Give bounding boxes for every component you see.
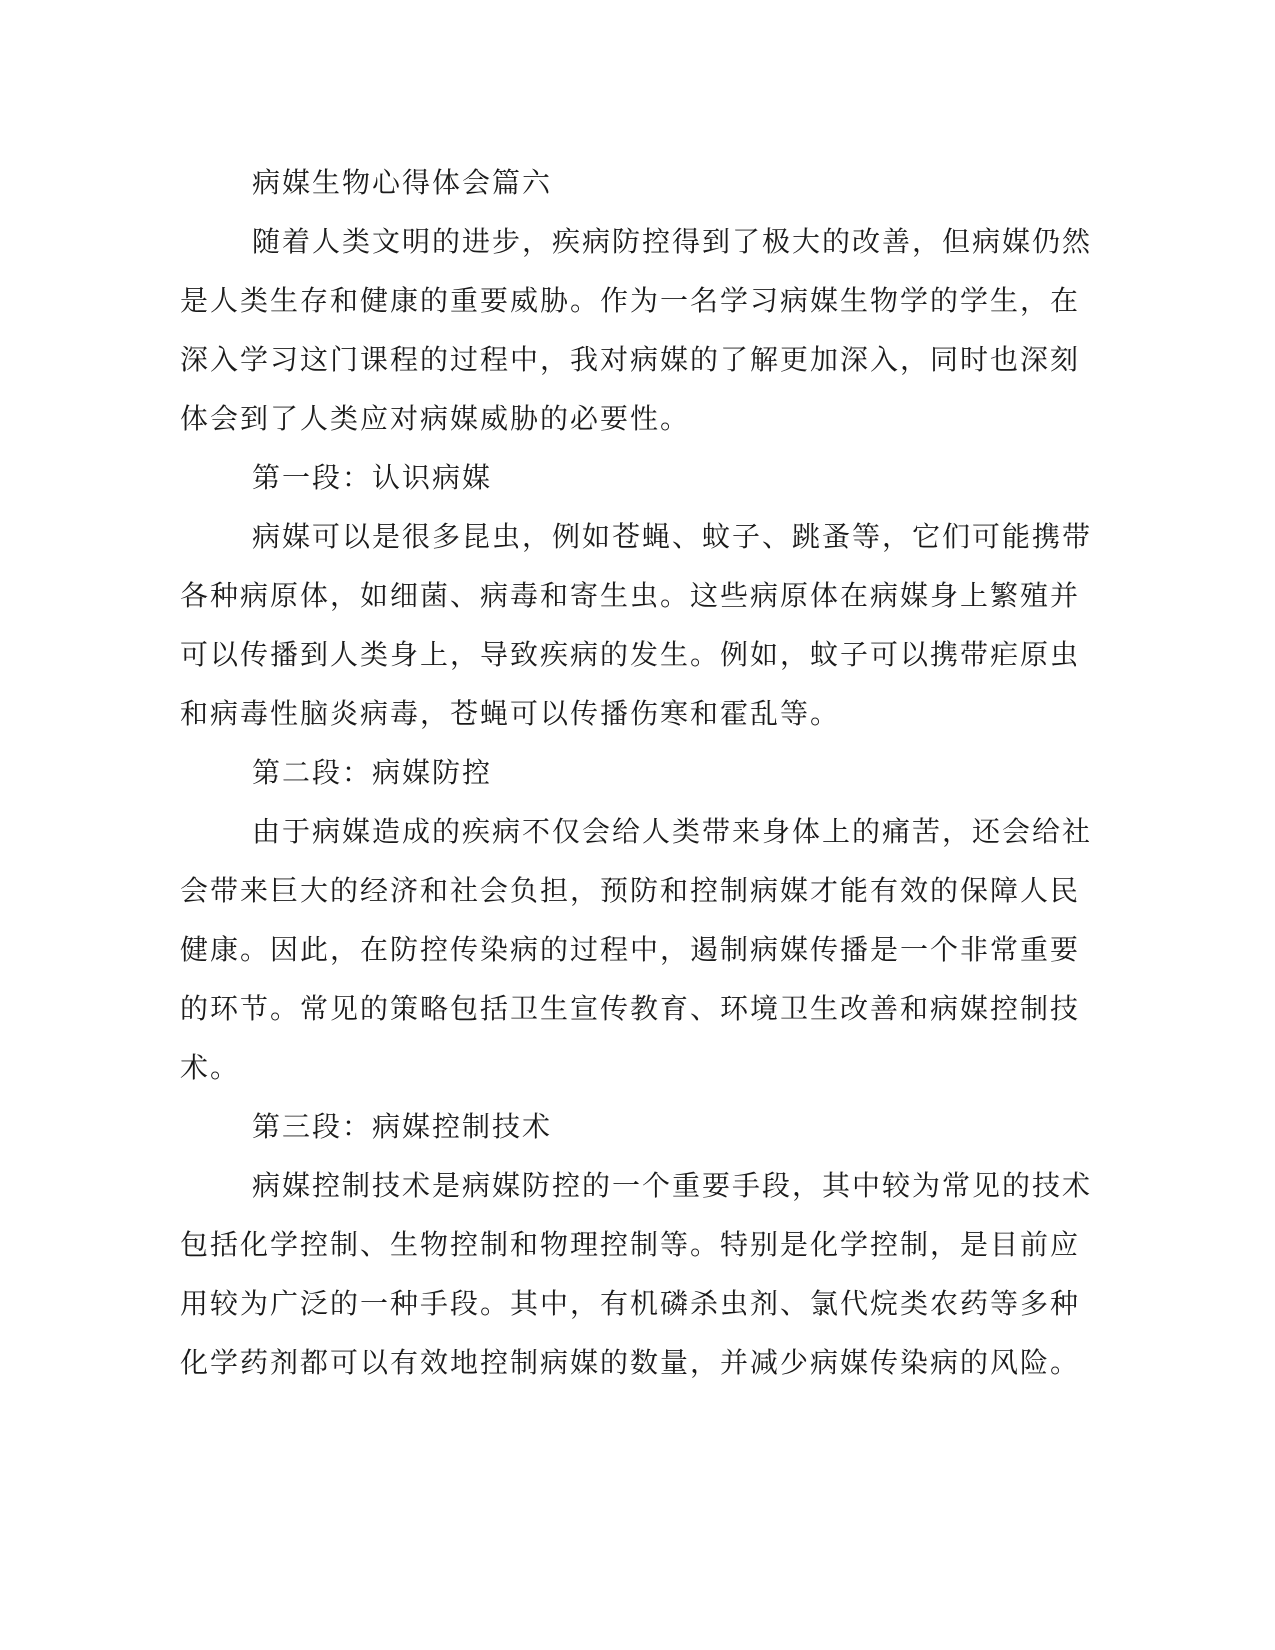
- section-1-heading: 第一段：认识病媒: [252, 461, 493, 494]
- paragraph-line: 会带来巨大的经济和社会负担，预防和控制病媒才能有效的保障人民: [180, 874, 1081, 907]
- section-2-paragraph: [180, 802, 1093, 1097]
- paragraph-line: 和病毒性脑炎病毒，苍蝇可以传播伤寒和霍乱等。: [180, 697, 841, 730]
- paragraph-line: 是人类生存和健康的重要威胁。作为一名学习病媒生物学的学生，在: [180, 284, 1081, 317]
- paragraph-line: 包括化学控制、生物控制和物理控制等。特别是化学控制，是目前应: [180, 1228, 1081, 1261]
- paragraph-line: 化学药剂都可以有效地控制病媒的数量，并减少病媒传染病的风险。: [180, 1346, 1081, 1379]
- paragraph-line: 可以传播到人类身上，导致疾病的发生。例如，蚊子可以携带疟原虫: [180, 638, 1081, 671]
- paragraph-line: 各种病原体，如细菌、病毒和寄生虫。这些病原体在病媒身上繁殖并: [180, 579, 1081, 612]
- paragraph-line: 病媒可以是很多昆虫，例如苍蝇、蚊子、跳蚤等，它们可能携带: [252, 520, 1093, 553]
- section-3-paragraph: [180, 1156, 1093, 1392]
- paragraph-line: 深入学习这门课程的过程中，我对病媒的了解更加深入，同时也深刻: [180, 343, 1081, 376]
- paragraph-line: 由于病媒造成的疾病不仅会给人类带来身体上的痛苦，还会给社: [252, 815, 1093, 848]
- document-title: 病媒生物心得体会篇六: [252, 166, 553, 199]
- paragraph-line: 术。: [180, 1051, 241, 1084]
- section-1-paragraph: [180, 507, 1093, 743]
- paragraph-line: 健康。因此，在防控传染病的过程中，遏制病媒传播是一个非常重要: [180, 933, 1081, 966]
- intro-paragraph: [180, 212, 1093, 448]
- paragraph-line: 体会到了人类应对病媒威胁的必要性。: [180, 402, 691, 435]
- section-3-heading: 第三段：病媒控制技术: [252, 1110, 553, 1143]
- paragraph-line: 的环节。常见的策略包括卫生宣传教育、环境卫生改善和病媒控制技: [180, 992, 1081, 1025]
- paragraph-line: 随着人类文明的进步，疾病防控得到了极大的改善，但病媒仍然: [252, 225, 1093, 258]
- document-page: [180, 153, 1093, 1392]
- paragraph-line: 病媒控制技术是病媒防控的一个重要手段，其中较为常见的技术: [252, 1169, 1093, 1202]
- paragraph-line: 用较为广泛的一种手段。其中，有机磷杀虫剂、氯代烷类农药等多种: [180, 1287, 1081, 1320]
- section-2-heading: 第二段：病媒防控: [252, 756, 493, 789]
